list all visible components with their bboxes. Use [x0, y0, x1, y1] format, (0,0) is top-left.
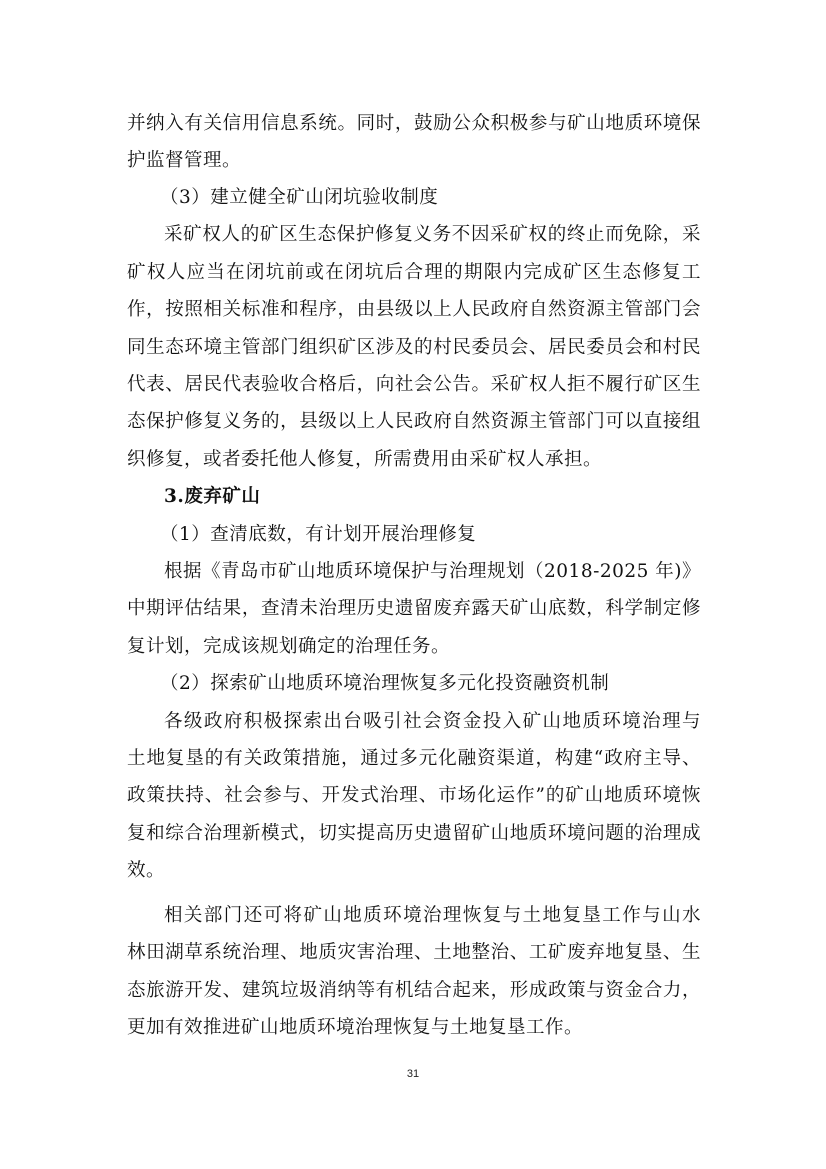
paragraph-line: 土地复垦的有关政策措施，通过多元化融资渠道，构建“政府主导、: [127, 748, 701, 769]
paragraph-line: 更加有效推进矿山地质环境治理恢复与土地复垦工作。: [127, 1017, 584, 1038]
paragraph-line: 中期评估结果，查清未治理历史遗留废弃露天矿山底数，科学制定修: [127, 598, 701, 619]
section-subheading: （1）查清底数，有计划开展治理修复: [160, 524, 477, 545]
paragraph-line: 根据《青岛市矿山地质环境保护与治理规划（2018-2025 年)》: [164, 561, 702, 582]
paragraph-line: 效。: [127, 860, 166, 881]
paragraph-line: 林田湖草系统治理、地质灾害治理、土地整治、工矿废弃地复垦、生: [127, 942, 701, 963]
paragraph-line: 相关部门还可将矿山地质环境治理恢复与土地复垦工作与山水: [164, 905, 701, 926]
paragraph-line: 采矿权人的矿区生态保护修复义务不因采矿权的终止而免除，采: [164, 224, 701, 245]
paragraph-line: 作，按照相关标准和程序，由县级以上人民政府自然资源主管部门会: [127, 299, 701, 320]
paragraph-line: 代表、居民代表验收合格后，向社会公告。采矿权人拒不履行矿区生: [127, 374, 701, 395]
paragraph-line: 复计划，完成该规划确定的治理任务。: [127, 636, 451, 657]
paragraph-line: 护监督管理。: [127, 150, 242, 171]
paragraph-line: 复和综合治理新模式，切实提高历史遗留矿山地质环境问题的治理成: [127, 823, 701, 844]
paragraph-line: 态旅游开发、建筑垃圾消纳等有机结合起来，形成政策与资金合力，: [127, 980, 701, 1001]
paragraph-line: 同生态环境主管部门组织矿区涉及的村民委员会、居民委员会和村民: [127, 337, 701, 358]
section-subheading: （2）探索矿山地质环境治理恢复多元化投资融资机制: [160, 673, 610, 694]
paragraph-line: 织修复，或者委托他人修复，所需费用由采矿权人承担。: [127, 449, 603, 470]
paragraph-line: 各级政府积极探索出台吸引社会资金投入矿山地质环境治理与: [164, 711, 701, 732]
paragraph-line: 矿权人应当在闭坑前或在闭坑后合理的期限内完成矿区生态修复工: [127, 262, 701, 283]
section-subheading: （3）建立健全矿山闭坑验收制度: [160, 187, 439, 208]
paragraph-line: 态保护修复义务的，县级以上人民政府自然资源主管部门可以直接组: [127, 411, 701, 432]
section-heading: 3.废弃矿山: [164, 486, 261, 507]
paragraph-line: 并纳入有关信用信息系统。同时，鼓励公众积极参与矿山地质环境保: [127, 113, 701, 134]
page-number: 31: [406, 1068, 420, 1080]
paragraph-line: 政策扶持、社会参与、开发式治理、市场化运作”的矿山地质环境恢: [127, 785, 701, 806]
